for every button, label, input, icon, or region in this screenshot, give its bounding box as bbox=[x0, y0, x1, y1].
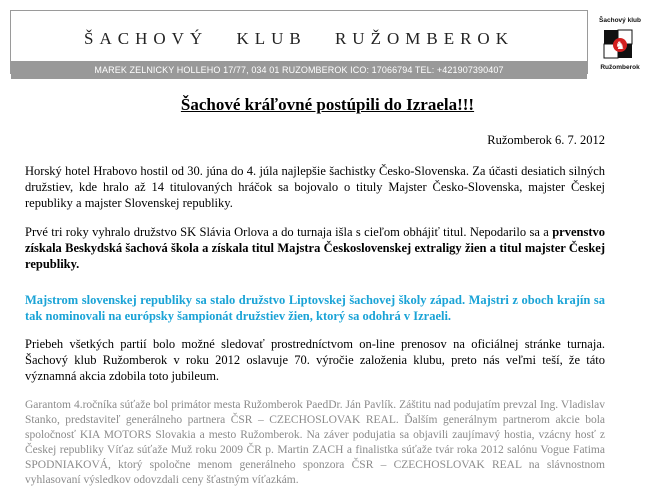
paragraph-4: Priebeh všetkých partií bolo možné sledovať prostredníctvom on-line prenosov na oficiálnej stránke turnaja. Šachový klub Ružomberok v roku 2012 oslavuje 70. výročie založenia klubu, preto nás veľmi teší, že táto významná akcia zdobila toto jubileum. bbox=[25, 337, 605, 383]
article-dateline: Ružomberok 6. 7. 2012 bbox=[487, 133, 605, 147]
club-logo bbox=[594, 12, 646, 74]
letterhead bbox=[10, 10, 588, 74]
paragraph-2-bold: prvenstvo získala Beskydská šachová škola a získala titul Majstra Československej extraligy žien a titul majster Českej republiky. bbox=[25, 225, 606, 271]
club-name: ŠACHOVÝ KLUB RUŽOMBEROK bbox=[84, 29, 514, 48]
chess-knight-icon bbox=[602, 28, 638, 62]
paragraph-1: Horský hotel Hrabovo hostil od 30. júna do 4. júla najlepšie šachistky Česko-Slovenska. Za účasti desiatich silných družstiev, kde hralo až 14 titulovaných hráčok sa bojovalo o tituly Majster Česko-Slovenska, majster Českej republiky a majster Slovenskej republiky. bbox=[25, 164, 605, 210]
paragraph-2 bbox=[25, 224, 605, 272]
logo-text-bottom: Ružomberok bbox=[600, 64, 640, 71]
paragraph-3-highlight: Majstrom slovenskej republiky sa stalo družstvo Liptovskej šachovej školy západ. Majstri z oboch krajín sa tak nominovali na európsky šampionát družstiev žien, ktorý sa odohrá v Izraeli. bbox=[25, 293, 605, 323]
paragraph-5-sponsors: Garantom 4.ročníka súťaže bol primátor mesta Ružomberok PaedDr. Ján Pavlík. Záštitu nad podujatím prevzal Ing. Vladislav Stanko, predstaviteľ generálneho partnera ČSR – CZECHOSLOVAK REAL. Ďalším generálnym partnerom akcie bola spoločnosť KIA MOTORS Slovakia a mesto Ružomberok. Na záver podujatia sa objavili zaujímavý hostia, vzácny hosť z Českej republiky Víťaz súťaže Muž roku 2009 ČR p. Martin ZACH a finalistka súťaže tvár roka 2012 salónu Vogue Fatima SPODNIAKOVÁ, ktorý spoločne menom generálneho sponzora ČSR – CZECHOSLOVAK REAL na slávnostnom vyhlasovaní výsledkov odovzdali ceny šťastným víťazkám. bbox=[25, 399, 605, 486]
club-address: MAREK ZELNICKY HOLLEHO 17/77, 034 01 RUZOMBEROK ICO: 17066794 TEL: +421907390407 bbox=[11, 61, 587, 79]
svg-text:♞: ♞ bbox=[615, 39, 625, 52]
logo-text-top: Šachový klub bbox=[599, 17, 641, 24]
paragraph-2-plain: Prvé tri roky vyhralo družstvo SK Slávia Orlova a do turnaja išla s cieľom obhájiť titul. Nepodarilo sa a bbox=[25, 225, 549, 239]
article-headline: Šachové kráľovné postúpili do Izraela!!! bbox=[180, 95, 475, 114]
